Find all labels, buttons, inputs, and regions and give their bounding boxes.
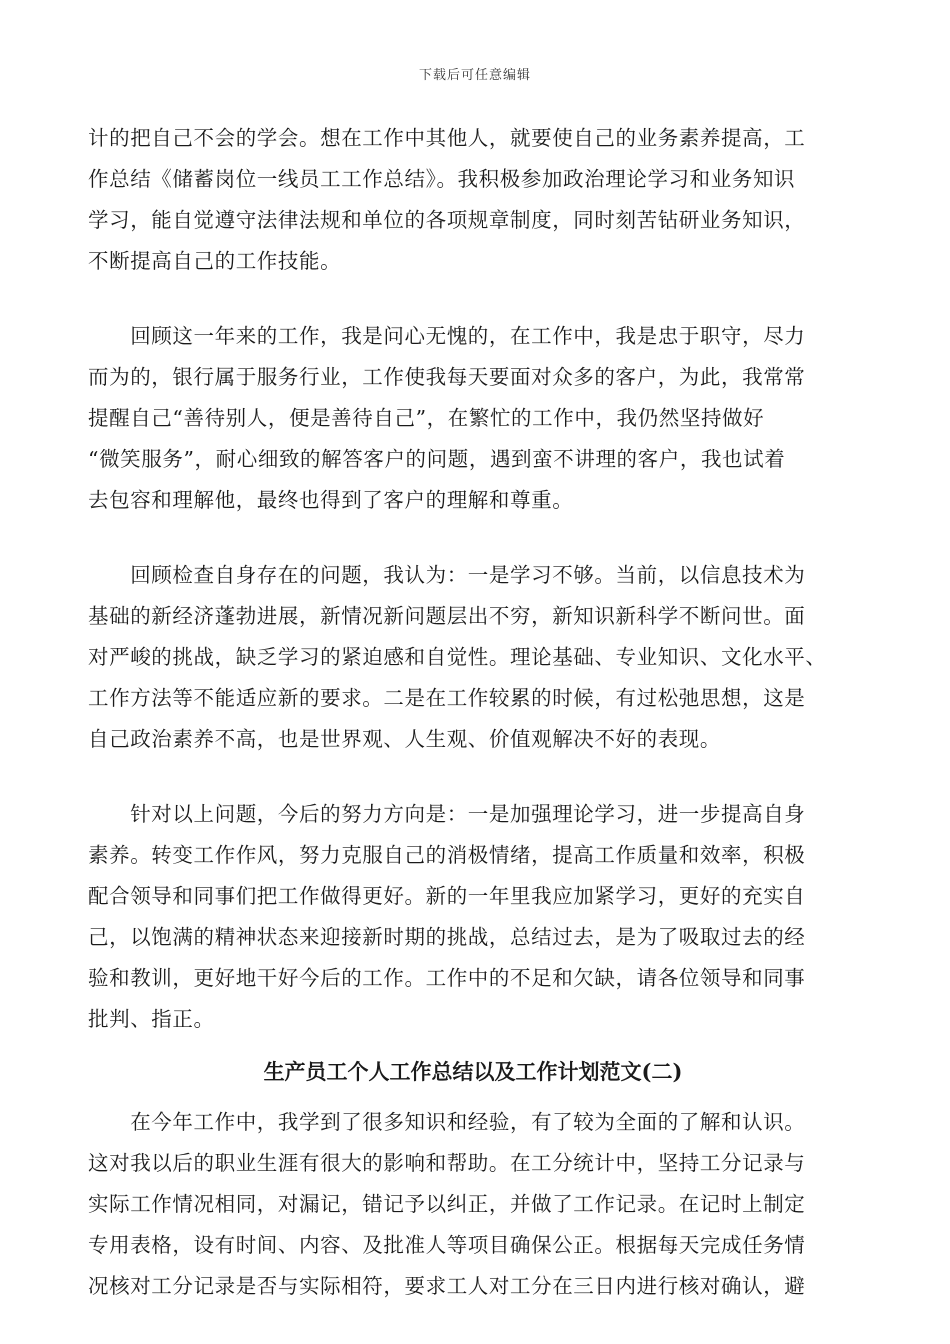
text-line: 不断提高自己的工作技能。: [88, 249, 342, 273]
text-line: 在今年工作中，我学到了很多知识和经验，有了较为全面的了解和认识。: [88, 1110, 806, 1134]
paragraph-gap: [88, 521, 858, 555]
text-line: 批判、指正。: [88, 1007, 215, 1031]
paragraph-1: [88, 118, 858, 282]
text-line: 自己政治素养不高，也是世界观、人生观、价值观解决不好的表现。: [88, 727, 721, 751]
text-line: 己，以饱满的精神状态来迎接新时期的挑战，总结过去，是为了吸取过去的经: [88, 925, 806, 949]
text-line: 回顾这一年来的工作，我是问心无愧的，在工作中，我是忠于职守，尽力: [88, 324, 806, 348]
text-line: 计的把自己不会的学会。想在工作中其他人，就要使自己的业务素养提高，工: [88, 126, 806, 150]
text-line: 提醒自己“善待别人，便是善待自己”，在繁忙的工作中，我仍然坚持做好: [88, 406, 765, 430]
document-body: [88, 118, 858, 1307]
text-line: 专用表格，设有时间、内容、及批准人等项目确保公正。根据每天完成任务情: [88, 1233, 806, 1257]
paragraph-2: [88, 316, 858, 521]
text-line: 基础的新经济蓬勃进展，新情况新问题层出不穷，新知识新科学不断问世。面: [88, 604, 806, 628]
text-line: 配合领导和同事们把工作做得更好。新的一年里我应加紧学习，更好的充实自: [88, 884, 806, 908]
text-line: 工作方法等不能适应新的要求。二是在工作较累的时候，有过松弛思想，这是: [88, 686, 806, 710]
text-line: 回顾检查自身存在的问题，我认为：一是学习不够。当前，以信息技术为: [88, 563, 806, 587]
paragraph-4: [88, 794, 858, 1040]
section-heading: 生产员工个人工作总结以及工作计划范文(二): [263, 1059, 683, 1084]
paragraph-3: [88, 555, 858, 760]
text-line: 对严峻的挑战，缺乏学习的紧迫感和自觉性。理论基础、专业知识、文化水平、: [88, 645, 827, 669]
header-note: 下载后可任意编辑: [418, 68, 531, 83]
paragraph-gap: [88, 760, 858, 794]
text-line: 这对我以后的职业生涯有很大的影响和帮助。在工分统计中，坚持工分记录与: [88, 1151, 806, 1175]
text-line: 验和教训，更好地干好今后的工作。工作中的不足和欠缺，请各位领导和同事: [88, 966, 806, 990]
text-line: 作总结《储蓄岗位一线员工工作总结》。我积极参加政治理论学习和业务知识: [88, 167, 796, 191]
paragraph-gap: [88, 282, 858, 316]
text-line: 素养。转变工作作风，努力克服自己的消极情绪，提高工作质量和效率，积极: [88, 843, 806, 867]
text-line: “微笑服务”，耐心细致的解答客户的问题，遇到蛮不讲理的客户，我也试着: [88, 447, 786, 471]
text-line: 况核对工分记录是否与实际相符，要求工人对工分在三日内进行核对确认，避: [88, 1274, 806, 1298]
text-line: 针对以上问题，今后的努力方向是：一是加强理论学习，进一步提高自身: [88, 802, 806, 826]
text-line: 去包容和理解他，最终也得到了客户的理解和尊重。: [88, 488, 574, 512]
section-paragraph: [88, 1102, 858, 1307]
text-line: 而为的，银行属于服务行业，工作使我每天要面对众多的客户，为此，我常常: [88, 365, 806, 389]
text-line: 学习，能自觉遵守法律法规和单位的各项规章制度，同时刻苦钻研业务知识，: [88, 208, 806, 232]
text-line: 实际工作情况相同，对漏记，错记予以纠正，并做了工作记录。在记时上制定: [88, 1192, 806, 1216]
